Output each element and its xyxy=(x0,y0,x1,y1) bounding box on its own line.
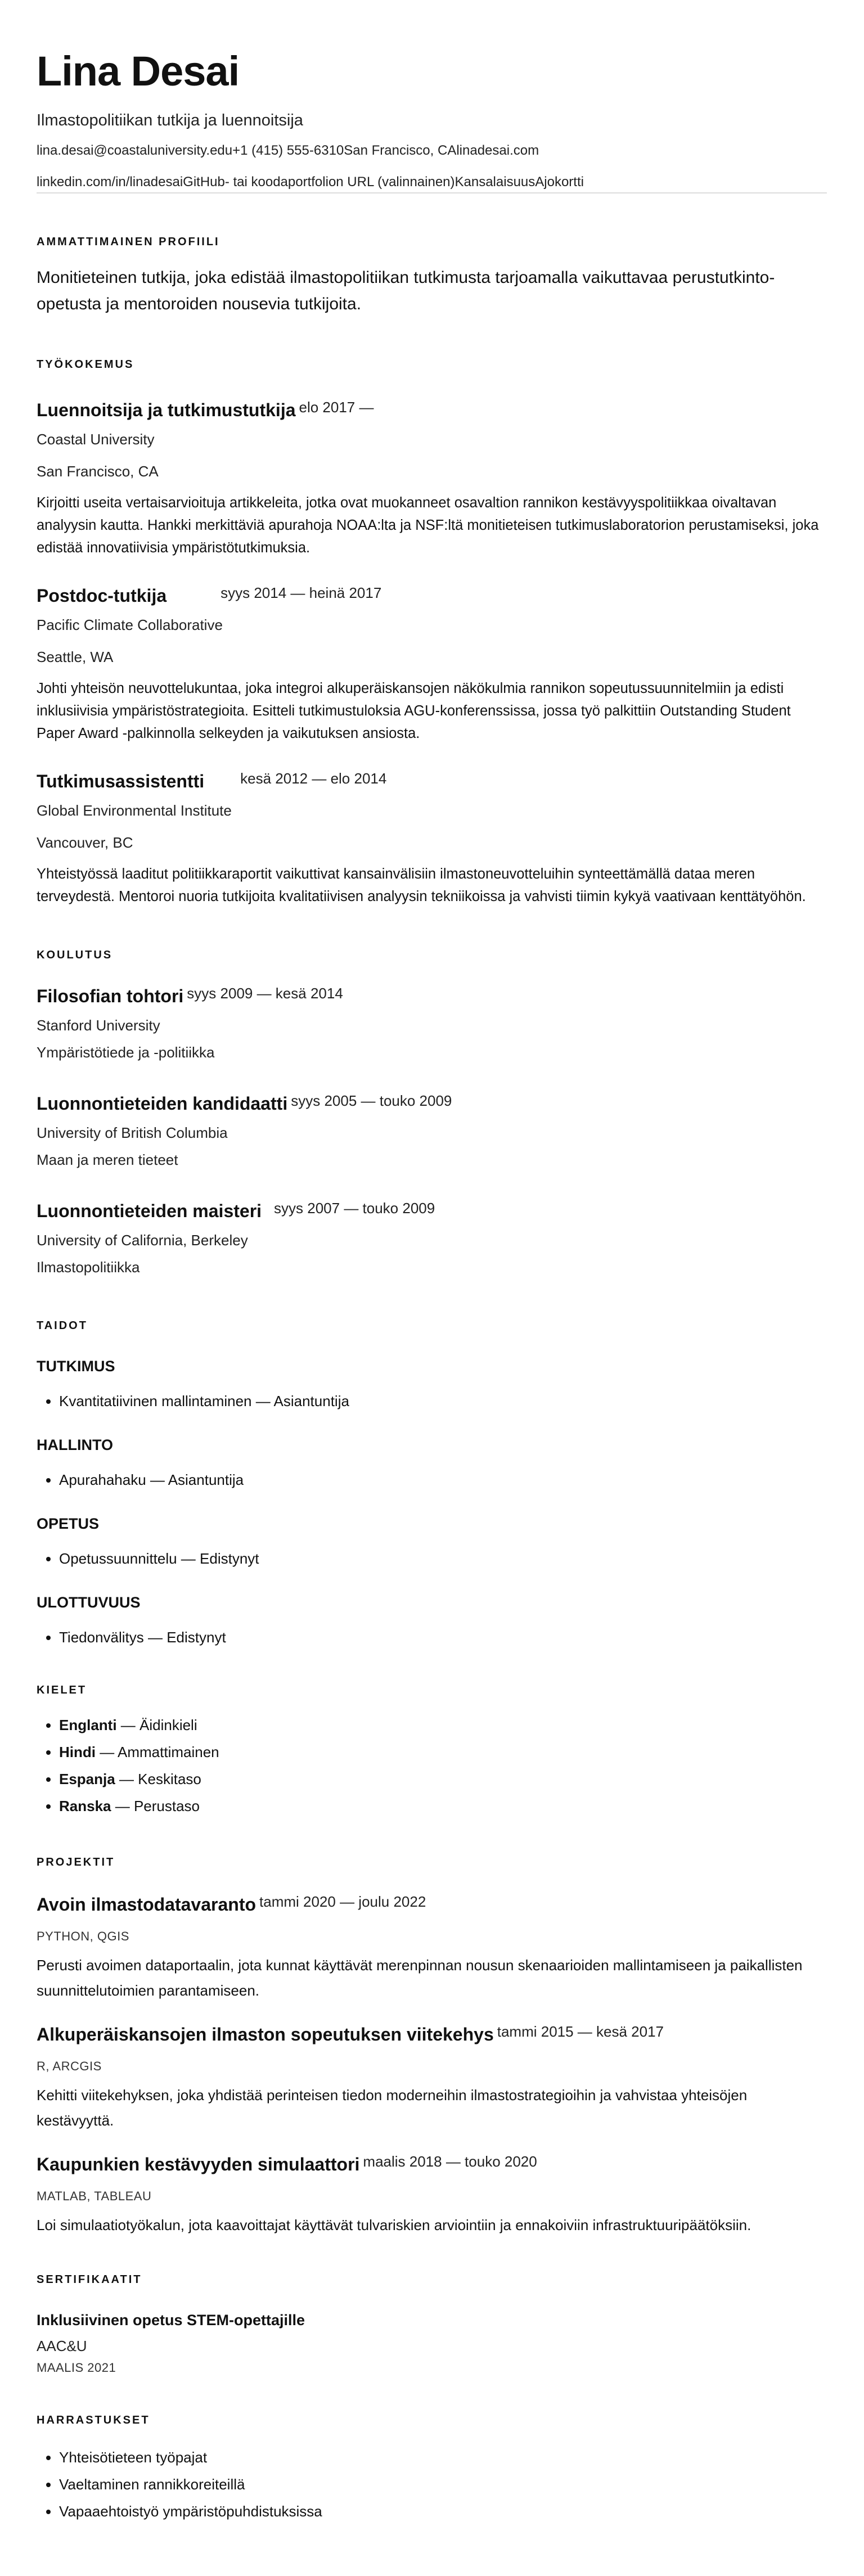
section-heading: TAIDOT xyxy=(37,1319,88,1332)
section-heading: PROJEKTIT xyxy=(37,1856,115,1868)
experience-item xyxy=(37,398,827,559)
skill-item: • Opetussuunnittelu — Edistynyt xyxy=(59,1545,827,1572)
job-description: Kirjoitti useita vertaisarvioituja artikkeleita, jotka ovat muokanneet osavaltion rannikon kestävyyspolitiikkaa oivaltavan analyysin kautta. Hankki merkittäviä apurahoja NOAA:lta ja NSF:ltä monitieteisen tutkimuslaboratorion perustamiseksi, joka edistää innovatiivisia ympäristötutkimuksia. xyxy=(37,495,819,556)
project-description: Kehitti viitekehyksen, joka yhdistää perinteisen tiedon moderneihin ilmastostrategioihin ja vahvistaa yhteisöjen kestävyyttä. xyxy=(37,2087,748,2129)
job-date: syys 2014 — heinä 2017 xyxy=(220,584,382,601)
language-level: — Perustaso xyxy=(111,1798,200,1814)
degree-title: Filosofian tohtori xyxy=(37,986,184,1006)
profile-section xyxy=(37,234,827,317)
project-title: Alkuperäiskansojen ilmaston sopeutuksen viitekehys xyxy=(37,2024,494,2044)
skills-section xyxy=(37,1318,827,1651)
project-description: Loi simulaatiotyökalun, jota kaavoittajat käyttävät tulvariskien arviointiin ja ennakoiviin infrastruktuuripäätöksiin. xyxy=(37,2217,752,2233)
language-level: — Keskitaso xyxy=(115,1771,201,1787)
language-level: — Ammattimainen xyxy=(96,1744,219,1760)
project-tags: R, ARCGIS xyxy=(37,2059,102,2073)
skill-list xyxy=(37,1388,827,1415)
project-tags: MATLAB, TABLEAU xyxy=(37,2189,152,2203)
skill-group-title: ULOTTUVUUS xyxy=(37,1594,141,1611)
job-title: Postdoc-tutkija xyxy=(37,586,167,606)
project-date: tammi 2020 — joulu 2022 xyxy=(259,1893,426,1910)
education-date: syys 2005 — touko 2009 xyxy=(291,1092,452,1109)
contact-line: lina.desai@coastaluniversity.edu+1 (415) 555-6310San Francisco, CAlinadesai.com xyxy=(37,143,539,158)
job-org: Coastal University xyxy=(37,431,155,448)
section-heading: AMMATTIMAINEN PROFIILI xyxy=(37,236,220,248)
language-item xyxy=(59,1766,827,1793)
project-description: Perusti avoimen dataportaalin, jota kunnat käyttävät merenpinnan nousun skenaarioiden mallintamiseen ja paikallisten suunnittelutoimien parantamiseen. xyxy=(37,1957,803,1999)
education-date: syys 2007 — touko 2009 xyxy=(274,1200,435,1217)
job-location: Vancouver, BC xyxy=(37,834,133,851)
experience-item xyxy=(37,584,827,745)
language-item xyxy=(59,1739,827,1766)
language-item xyxy=(59,1793,827,1820)
job-title: Luennoitsija ja tutkimustutkija xyxy=(37,400,296,420)
language-name: Englanti xyxy=(59,1717,117,1733)
skill-item: • Apurahahaku — Asiantuntija xyxy=(59,1466,827,1493)
skill-group-title: HALLINTO xyxy=(37,1436,113,1453)
skill-item: • Kvantitatiivinen mallintaminen — Asiantuntija xyxy=(59,1388,827,1415)
interest-item: • Yhteisötieteen työpajat xyxy=(59,2444,827,2471)
experience-section xyxy=(37,357,827,908)
job-location: San Francisco, CA xyxy=(37,463,159,480)
profile-text: Monitieteinen tutkija, joka edistää ilmastopolitiikan tutkimusta tarjoamalla vaikuttavaa perustutkinto-opetusta ja mentoroiden nousevia tutkijoita. xyxy=(37,268,775,313)
school-name: University of California, Berkeley xyxy=(37,1232,248,1249)
school-name: Stanford University xyxy=(37,1017,160,1034)
education-item xyxy=(37,1199,827,1277)
resume-header xyxy=(37,46,827,193)
language-list xyxy=(37,1712,827,1820)
school-name: University of British Columbia xyxy=(37,1124,228,1141)
job-date: elo 2017 — xyxy=(299,399,374,416)
job-description: Yhteistyössä laaditut politiikkaraportit vaikuttivat kansainvälisiin ilmastoneuvotteluihin synteettämällä dataa meren terveydestä. Mentoroi nuoria tutkijoita kvalitatiivisen analyysin tekniikoissa ja vahvisti tiimin kykyä vaativaan kenttätyöhön. xyxy=(37,866,806,904)
education-item xyxy=(37,1092,827,1170)
skill-list xyxy=(37,1545,827,1572)
projects-section xyxy=(37,1854,827,2238)
experience-item xyxy=(37,769,827,908)
job-org: Pacific Climate Collaborative xyxy=(37,616,223,633)
education-date: syys 2009 — kesä 2014 xyxy=(187,985,343,1002)
language-name: Ranska xyxy=(59,1798,111,1814)
candidate-title: Ilmastopolitiikan tutkija ja luennoitsija xyxy=(37,111,303,129)
project-date: maalis 2018 — touko 2020 xyxy=(363,2153,537,2170)
languages-section xyxy=(37,1682,827,1820)
project-title: Avoin ilmastodatavaranto xyxy=(37,1894,256,1915)
skill-group-title: OPETUS xyxy=(37,1515,100,1532)
skill-list xyxy=(37,1624,827,1651)
skill-list xyxy=(37,1466,827,1493)
job-title: Tutkimusassistentti xyxy=(37,771,205,791)
interest-item: • Vaeltaminen rannikkoreiteillä xyxy=(59,2471,827,2498)
education-section xyxy=(37,947,827,1277)
interests-section xyxy=(37,2412,827,2525)
project-item xyxy=(37,1893,827,2003)
job-org: Global Environmental Institute xyxy=(37,802,232,819)
section-heading: TYÖKOKEMUS xyxy=(37,358,134,371)
project-item xyxy=(37,2152,827,2238)
interest-item: • Vapaaehtoistyö ympäristöpuhdistuksissa xyxy=(59,2498,827,2525)
certification-issuer: AAC&U xyxy=(37,2338,87,2354)
field-of-study: Ympäristötiede ja -politiikka xyxy=(37,1044,215,1061)
field-of-study: Ilmastopolitiikka xyxy=(37,1259,140,1276)
section-heading: KOULUTUS xyxy=(37,949,113,961)
contact-links-line: linkedin.com/in/linadesaiGitHub- tai koodaportfolion URL (valinnainen)KansalaisuusAjokortti xyxy=(37,174,584,190)
project-date: tammi 2015 — kesä 2017 xyxy=(497,2023,664,2040)
project-title: Kaupunkien kestävyyden simulaattori xyxy=(37,2154,360,2174)
language-level: — Äidinkieli xyxy=(116,1717,197,1733)
certifications-section xyxy=(37,2272,827,2375)
job-date: kesä 2012 — elo 2014 xyxy=(240,770,387,787)
degree-title: Luonnontieteiden maisteri xyxy=(37,1201,262,1221)
project-tags: PYTHON, QGIS xyxy=(37,1929,129,1943)
certification-date: MAALIS 2021 xyxy=(37,2361,116,2375)
job-description: Johti yhteisön neuvottelukuntaa, joka integroi alkuperäiskansojen näkökulmia rannikon sopeutussuunnitelmiin ja edisti inklusiivisia ympäristöstrategioita. Esitteli tutkimustuloksia AGU-konferenssissa, jossa työ palkittiin Outstanding Student Paper Award -palkinnolla selkeyden ja vaikutuksen ansiosta. xyxy=(37,681,791,741)
project-item xyxy=(37,2023,827,2133)
education-item xyxy=(37,984,827,1062)
certification-title: Inklusiivinen opetus STEM-opettajille xyxy=(37,2312,305,2329)
skill-group-title: TUTKIMUS xyxy=(37,1358,115,1375)
language-name: Hindi xyxy=(59,1744,96,1760)
job-location: Seattle, WA xyxy=(37,648,114,665)
field-of-study: Maan ja meren tieteet xyxy=(37,1151,178,1168)
skill-item: • Tiedonvälitys — Edistynyt xyxy=(59,1624,827,1651)
section-heading: HARRASTUKSET xyxy=(37,2414,150,2426)
section-heading: KIELET xyxy=(37,1684,87,1696)
language-name: Espanja xyxy=(59,1771,115,1787)
section-heading: SERTIFIKAATIT xyxy=(37,2273,142,2286)
candidate-name: Lina Desai xyxy=(37,48,240,94)
interest-list xyxy=(37,2444,827,2525)
language-item xyxy=(59,1712,827,1739)
degree-title: Luonnontieteiden kandidaatti xyxy=(37,1093,288,1114)
header-divider xyxy=(37,192,827,193)
